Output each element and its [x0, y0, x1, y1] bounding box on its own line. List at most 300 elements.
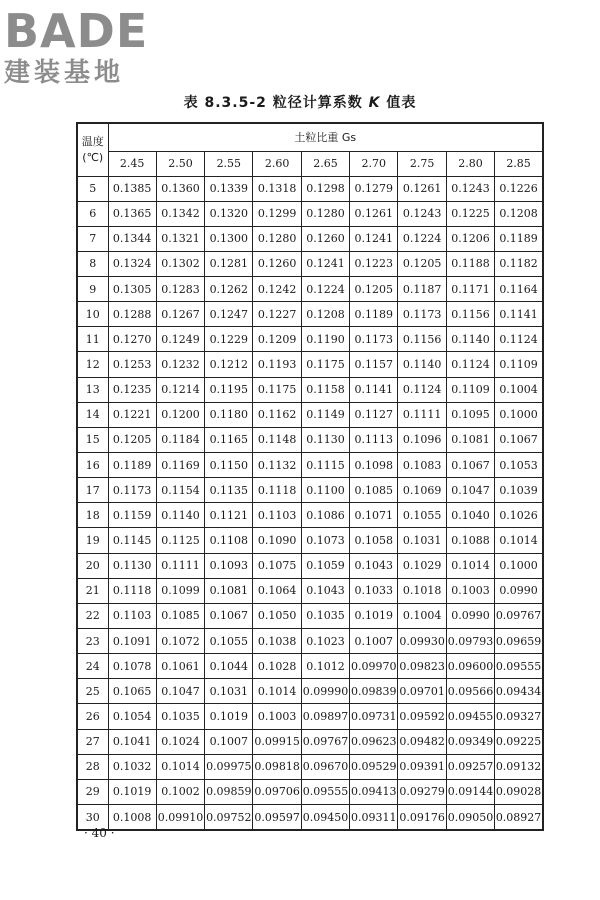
k-value-cell: 0.09349: [446, 729, 494, 754]
k-value-cell: 0.1109: [446, 377, 494, 402]
table-title-suffix: 值表: [386, 95, 417, 111]
temperature-cell: 6: [77, 201, 108, 226]
k-value-cell: 0.1109: [495, 352, 543, 377]
temperature-cell: 25: [77, 679, 108, 704]
table-row: [77, 327, 543, 352]
k-value-cell: 0.1067: [205, 603, 253, 628]
temperature-cell: 19: [77, 528, 108, 553]
k-value-cell: 0.1226: [495, 176, 543, 201]
k-value-cell: 0.1208: [495, 201, 543, 226]
k-value-cell: 0.09132: [495, 754, 543, 779]
table-row: [77, 201, 543, 226]
temperature-cell: 27: [77, 729, 108, 754]
k-value-cell: 0.1067: [495, 427, 543, 452]
gs-value-header: 2.85: [495, 151, 543, 176]
table-row: [77, 277, 543, 302]
temperature-cell: 22: [77, 603, 108, 628]
k-value-cell: 0.09623: [350, 729, 398, 754]
k-value-cell: 0.1085: [350, 478, 398, 503]
k-value-cell: 0.1243: [398, 201, 446, 226]
table-row: [77, 805, 543, 831]
k-value-cell: 0.09413: [350, 779, 398, 804]
k-value-cell: 0.1165: [205, 427, 253, 452]
k-value-cell: 0.09482: [398, 729, 446, 754]
temperature-cell: 12: [77, 352, 108, 377]
k-value-cell: 0.09915: [253, 729, 301, 754]
temperature-cell: 15: [77, 427, 108, 452]
k-value-cell: 0.1014: [253, 679, 301, 704]
k-value-cell: 0.09701: [398, 679, 446, 704]
k-value-cell: 0.1007: [350, 629, 398, 654]
k-value-cell: 0.1173: [350, 327, 398, 352]
gs-value-header: 2.55: [205, 151, 253, 176]
k-value-cell: 0.1031: [398, 528, 446, 553]
k-value-cell: 0.1253: [108, 352, 156, 377]
k-value-cell: 0.1214: [156, 377, 204, 402]
table-row: [77, 553, 543, 578]
k-value-cell: 0.1055: [398, 503, 446, 528]
k-value-cell: 0.08927: [495, 805, 543, 831]
k-value-cell: 0.1091: [108, 629, 156, 654]
k-value-cell: 0.1033: [350, 578, 398, 603]
k-value-cell: 0.1320: [205, 201, 253, 226]
k-value-cell: 0.1008: [108, 805, 156, 831]
table-row: [77, 754, 543, 779]
table-row: [77, 302, 543, 327]
k-value-cell: 0.1018: [398, 578, 446, 603]
table-row: [77, 226, 543, 251]
k-value-cell: 0.1059: [301, 553, 349, 578]
k-value-cell: 0.1209: [253, 327, 301, 352]
k-value-cell: 0.1041: [108, 729, 156, 754]
k-value-cell: 0.1012: [301, 654, 349, 679]
temperature-header: [77, 123, 108, 176]
k-value-cell: 0.1206: [446, 226, 494, 251]
logo-subtitle: 建装基地: [4, 58, 125, 88]
k-value-cell: 0.1014: [495, 528, 543, 553]
table-row: [77, 578, 543, 603]
k-value-cell: 0.1154: [156, 478, 204, 503]
k-value-cell: 0.1182: [495, 251, 543, 276]
k-value-cell: 0.09859: [205, 779, 253, 804]
k-value-cell: 0.1043: [301, 578, 349, 603]
k-value-cell: 0.1083: [398, 453, 446, 478]
k-value-cell: 0.1260: [301, 226, 349, 251]
k-value-cell: 0.1305: [108, 277, 156, 302]
k-value-cell: 0.0990: [495, 578, 543, 603]
k-value-cell: 0.1019: [350, 603, 398, 628]
k-value-cell: 0.1055: [205, 629, 253, 654]
temperature-cell: 13: [77, 377, 108, 402]
k-value-cell: 0.1044: [205, 654, 253, 679]
k-value-cell: 0.1121: [205, 503, 253, 528]
k-value-cell: 0.1103: [253, 503, 301, 528]
temperature-cell: 28: [77, 754, 108, 779]
k-value-cell: 0.1280: [301, 201, 349, 226]
k-value-cell: 0.09144: [446, 779, 494, 804]
k-value-cell: 0.09731: [350, 704, 398, 729]
table-row: [77, 251, 543, 276]
k-value-cell: 0.1081: [446, 427, 494, 452]
k-value-cell: 0.09897: [301, 704, 349, 729]
k-value-cell: 0.1344: [108, 226, 156, 251]
gs-value-header: 2.45: [108, 151, 156, 176]
k-value-cell: 0.1208: [301, 302, 349, 327]
k-value-cell: 0.1156: [398, 327, 446, 352]
k-value-cell: 0.1318: [253, 176, 301, 201]
k-value-cell: 0.1115: [301, 453, 349, 478]
k-value-cell: 0.09597: [253, 805, 301, 831]
table-row: [77, 377, 543, 402]
k-value-cell: 0.1132: [253, 453, 301, 478]
table-row: [77, 654, 543, 679]
k-value-cell: 0.1189: [350, 302, 398, 327]
k-value-cell: 0.09555: [495, 654, 543, 679]
k-value-cell: 0.1026: [495, 503, 543, 528]
k-value-cell: 0.1300: [205, 226, 253, 251]
k-value-cell: 0.1078: [108, 654, 156, 679]
k-value-cell: 0.1031: [205, 679, 253, 704]
k-value-cell: 0.1040: [446, 503, 494, 528]
k-value-cell: 0.1242: [253, 277, 301, 302]
temperature-cell: 9: [77, 277, 108, 302]
temperature-header-unit: (℃): [82, 150, 104, 164]
k-value-cell: 0.1032: [108, 754, 156, 779]
k-value-cell: 0.1385: [108, 176, 156, 201]
k-value-cell: 0.1188: [446, 251, 494, 276]
temperature-cell: 17: [77, 478, 108, 503]
k-value-cell: 0.1053: [495, 453, 543, 478]
k-value-cell: 0.1118: [253, 478, 301, 503]
k-value-cell: 0.1162: [253, 402, 301, 427]
k-value-cell: 0.1125: [156, 528, 204, 553]
k-value-cell: 0.09434: [495, 679, 543, 704]
temperature-cell: 10: [77, 302, 108, 327]
k-value-cell: 0.1043: [350, 553, 398, 578]
k-value-cell: 0.1064: [253, 578, 301, 603]
k-value-cell: 0.1205: [398, 251, 446, 276]
k-value-cell: 0.1247: [205, 302, 253, 327]
k-value-cell: 0.09767: [495, 603, 543, 628]
specific-gravity-values-row: [77, 151, 543, 176]
temperature-cell: 26: [77, 704, 108, 729]
brand-logo: [4, 6, 184, 88]
k-value-cell: 0.1159: [108, 503, 156, 528]
k-value-cell: 0.0990: [446, 603, 494, 628]
k-value-cell: 0.1184: [156, 427, 204, 452]
temperature-cell: 23: [77, 629, 108, 654]
k-value-cell: 0.09050: [446, 805, 494, 831]
k-value-cell: 0.1173: [398, 302, 446, 327]
k-value-cell: 0.1054: [108, 704, 156, 729]
k-value-cell: 0.1243: [446, 176, 494, 201]
k-value-cell: 0.1158: [301, 377, 349, 402]
k-value-cell: 0.1262: [205, 277, 253, 302]
k-value-cell: 0.1000: [495, 553, 543, 578]
k-value-cell: 0.1280: [253, 226, 301, 251]
k-value-cell: 0.09176: [398, 805, 446, 831]
k-value-cell: 0.1288: [108, 302, 156, 327]
k-value-cell: 0.1140: [156, 503, 204, 528]
k-value-cell: 0.1095: [446, 402, 494, 427]
k-value-cell: 0.09555: [301, 779, 349, 804]
gs-value-header: 2.75: [398, 151, 446, 176]
k-value-cell: 0.1003: [446, 578, 494, 603]
k-value-cell: 0.1000: [495, 402, 543, 427]
temperature-cell: 5: [77, 176, 108, 201]
temperature-cell: 20: [77, 553, 108, 578]
k-value-cell: 0.1093: [205, 553, 253, 578]
k-value-cell: 0.1164: [495, 277, 543, 302]
temperature-cell: 29: [77, 779, 108, 804]
k-value-cell: 0.1223: [350, 251, 398, 276]
table-row: [77, 704, 543, 729]
k-value-cell: 0.1014: [156, 754, 204, 779]
k-value-cell: 0.1229: [205, 327, 253, 352]
k-value-cell: 0.1169: [156, 453, 204, 478]
k-value-cell: 0.1324: [108, 251, 156, 276]
temperature-header-label: 温度: [81, 134, 104, 148]
k-value-cell: 0.1224: [301, 277, 349, 302]
temperature-cell: 14: [77, 402, 108, 427]
k-value-cell: 0.1283: [156, 277, 204, 302]
k-value-cell: 0.1190: [301, 327, 349, 352]
k-value-cell: 0.1342: [156, 201, 204, 226]
k-value-cell: 0.1205: [350, 277, 398, 302]
k-value-cell: 0.1171: [446, 277, 494, 302]
k-value-cell: 0.09028: [495, 779, 543, 804]
table-row: [77, 427, 543, 452]
k-value-cell: 0.1140: [446, 327, 494, 352]
k-value-cell: 0.1086: [301, 503, 349, 528]
temperature-cell: 8: [77, 251, 108, 276]
k-value-cell: 0.1038: [253, 629, 301, 654]
k-value-cell: 0.09659: [495, 629, 543, 654]
k-value-cell: 0.09450: [301, 805, 349, 831]
k-value-cell: 0.1279: [350, 176, 398, 201]
k-value-cell: 0.09706: [253, 779, 301, 804]
k-value-cell: 0.1141: [495, 302, 543, 327]
table-row: [77, 352, 543, 377]
k-value-cell: 0.09990: [301, 679, 349, 704]
k-value-cell: 0.1298: [301, 176, 349, 201]
k-value-cell: 0.1189: [495, 226, 543, 251]
k-value-cell: 0.1130: [301, 427, 349, 452]
k-value-cell: 0.09600: [446, 654, 494, 679]
k-value-cell: 0.09793: [446, 629, 494, 654]
k-value-cell: 0.09839: [350, 679, 398, 704]
k-value-cell: 0.1175: [301, 352, 349, 377]
k-value-cell: 0.1189: [108, 453, 156, 478]
k-value-cell: 0.1141: [350, 377, 398, 402]
k-value-cell: 0.1061: [156, 654, 204, 679]
k-value-cell: 0.1111: [156, 553, 204, 578]
k-value-cell: 0.1113: [350, 427, 398, 452]
k-value-cell: 0.1069: [398, 478, 446, 503]
k-value-cell: 0.1073: [301, 528, 349, 553]
temperature-cell: 18: [77, 503, 108, 528]
k-value-cell: 0.1099: [156, 578, 204, 603]
k-value-cell: 0.1088: [446, 528, 494, 553]
k-value-cell: 0.1321: [156, 226, 204, 251]
table-title: [0, 92, 600, 112]
k-value-cell: 0.1103: [108, 603, 156, 628]
k-value-cell: 0.1028: [253, 654, 301, 679]
temperature-cell: 24: [77, 654, 108, 679]
gs-value-header: 2.80: [446, 151, 494, 176]
k-value-cell: 0.09327: [495, 704, 543, 729]
page-number: · 40 ·: [84, 826, 115, 840]
table-row: [77, 629, 543, 654]
k-value-cell: 0.1232: [156, 352, 204, 377]
k-value-cell: 0.09592: [398, 704, 446, 729]
k-value-cell: 0.1003: [253, 704, 301, 729]
k-value-cell: 0.1024: [156, 729, 204, 754]
k-value-cell: 0.09930: [398, 629, 446, 654]
k-value-cell: 0.1150: [205, 453, 253, 478]
temperature-cell: 21: [77, 578, 108, 603]
k-value-cell: 0.1058: [350, 528, 398, 553]
k-value-cell: 0.1019: [205, 704, 253, 729]
k-value-cell: 0.1281: [205, 251, 253, 276]
k-value-cell: 0.09767: [301, 729, 349, 754]
table-row: [77, 478, 543, 503]
k-value-cell: 0.09225: [495, 729, 543, 754]
k-value-cell: 0.09311: [350, 805, 398, 831]
k-value-cell: 0.1111: [398, 402, 446, 427]
k-value-cell: 0.1241: [350, 226, 398, 251]
k-value-cell: 0.1050: [253, 603, 301, 628]
temperature-cell: 30: [77, 805, 108, 831]
temperature-cell: 16: [77, 453, 108, 478]
k-value-cell: 0.1019: [108, 779, 156, 804]
k-value-cell: 0.1193: [253, 352, 301, 377]
k-value-cell: 0.1221: [108, 402, 156, 427]
k-value-cell: 0.1225: [446, 201, 494, 226]
k-value-cell: 0.1075: [253, 553, 301, 578]
k-value-cell: 0.1148: [253, 427, 301, 452]
table-row: [77, 679, 543, 704]
temperature-cell: 11: [77, 327, 108, 352]
k-value-cell: 0.1267: [156, 302, 204, 327]
k-value-cell: 0.09529: [350, 754, 398, 779]
k-value-cell: 0.1205: [108, 427, 156, 452]
temperature-cell: 7: [77, 226, 108, 251]
k-value-cell: 0.1007: [205, 729, 253, 754]
k-value-cell: 0.1081: [205, 578, 253, 603]
k-value-cell: 0.1140: [398, 352, 446, 377]
k-value-cell: 0.1339: [205, 176, 253, 201]
k-value-cell: 0.1124: [398, 377, 446, 402]
k-value-cell: 0.09970: [350, 654, 398, 679]
k-value-cell: 0.1118: [108, 578, 156, 603]
k-value-cell: 0.1200: [156, 402, 204, 427]
k-value-cell: 0.1365: [108, 201, 156, 226]
table-row: [77, 503, 543, 528]
table-row: [77, 528, 543, 553]
table-title-symbol: K: [368, 95, 381, 111]
k-value-cell: 0.1270: [108, 327, 156, 352]
k-value-cell: 0.09752: [205, 805, 253, 831]
k-value-cell: 0.1023: [301, 629, 349, 654]
table-row: [77, 729, 543, 754]
table-body: [77, 176, 543, 830]
logo-wordmark: BADE: [4, 4, 149, 58]
k-value-cell: 0.1180: [205, 402, 253, 427]
k-value-cell: 0.1002: [156, 779, 204, 804]
gs-value-header: 2.50: [156, 151, 204, 176]
k-value-cell: 0.1360: [156, 176, 204, 201]
k-value-cell: 0.09279: [398, 779, 446, 804]
k-value-cell: 0.1156: [446, 302, 494, 327]
k-value-cell: 0.1135: [205, 478, 253, 503]
k-value-cell: 0.1047: [446, 478, 494, 503]
k-value-cell: 0.1004: [495, 377, 543, 402]
table-row: [77, 453, 543, 478]
k-value-cell: 0.1187: [398, 277, 446, 302]
k-value-cell: 0.1235: [108, 377, 156, 402]
k-value-cell: 0.1299: [253, 201, 301, 226]
k-value-cell: 0.1260: [253, 251, 301, 276]
k-value-cell: 0.1145: [108, 528, 156, 553]
k-value-cell: 0.1004: [398, 603, 446, 628]
k-value-cell: 0.1090: [253, 528, 301, 553]
k-value-cell: 0.1195: [205, 377, 253, 402]
k-value-cell: 0.1241: [301, 251, 349, 276]
k-value-cell: 0.1261: [398, 176, 446, 201]
k-value-cell: 0.09910: [156, 805, 204, 831]
k-value-cell: 0.1035: [156, 704, 204, 729]
k-value-cell: 0.1047: [156, 679, 204, 704]
k-value-cell: 0.1261: [350, 201, 398, 226]
k-value-cell: 0.1124: [446, 352, 494, 377]
k-value-cell: 0.1124: [495, 327, 543, 352]
k-value-cell: 0.1127: [350, 402, 398, 427]
k-value-cell: 0.09391: [398, 754, 446, 779]
k-value-cell: 0.1067: [446, 453, 494, 478]
k-value-cell: 0.1071: [350, 503, 398, 528]
table-row: [77, 779, 543, 804]
gs-value-header: 2.65: [301, 151, 349, 176]
k-value-cell: 0.09823: [398, 654, 446, 679]
k-value-cell: 0.1130: [108, 553, 156, 578]
k-value-cell: 0.1096: [398, 427, 446, 452]
gs-value-header: 2.60: [253, 151, 301, 176]
k-value-cell: 0.1014: [446, 553, 494, 578]
table-row: [77, 176, 543, 201]
gs-value-header: 2.70: [350, 151, 398, 176]
k-value-cell: 0.1065: [108, 679, 156, 704]
k-value-cell: 0.1302: [156, 251, 204, 276]
k-value-cell: 0.09257: [446, 754, 494, 779]
k-value-cell: 0.1227: [253, 302, 301, 327]
table-row: [77, 603, 543, 628]
table-row: [77, 402, 543, 427]
k-value-cell: 0.09818: [253, 754, 301, 779]
k-value-cell: 0.1035: [301, 603, 349, 628]
k-value-cell: 0.1108: [205, 528, 253, 553]
k-value-cell: 0.1212: [205, 352, 253, 377]
k-value-cell: 0.1175: [253, 377, 301, 402]
coefficient-table: [76, 122, 544, 831]
k-value-cell: 0.1098: [350, 453, 398, 478]
k-value-cell: 0.09455: [446, 704, 494, 729]
k-value-cell: 0.1100: [301, 478, 349, 503]
k-value-cell: 0.1029: [398, 553, 446, 578]
specific-gravity-header: 土粒比重 Gs: [108, 123, 543, 151]
k-value-cell: 0.1157: [350, 352, 398, 377]
k-value-cell: 0.09566: [446, 679, 494, 704]
